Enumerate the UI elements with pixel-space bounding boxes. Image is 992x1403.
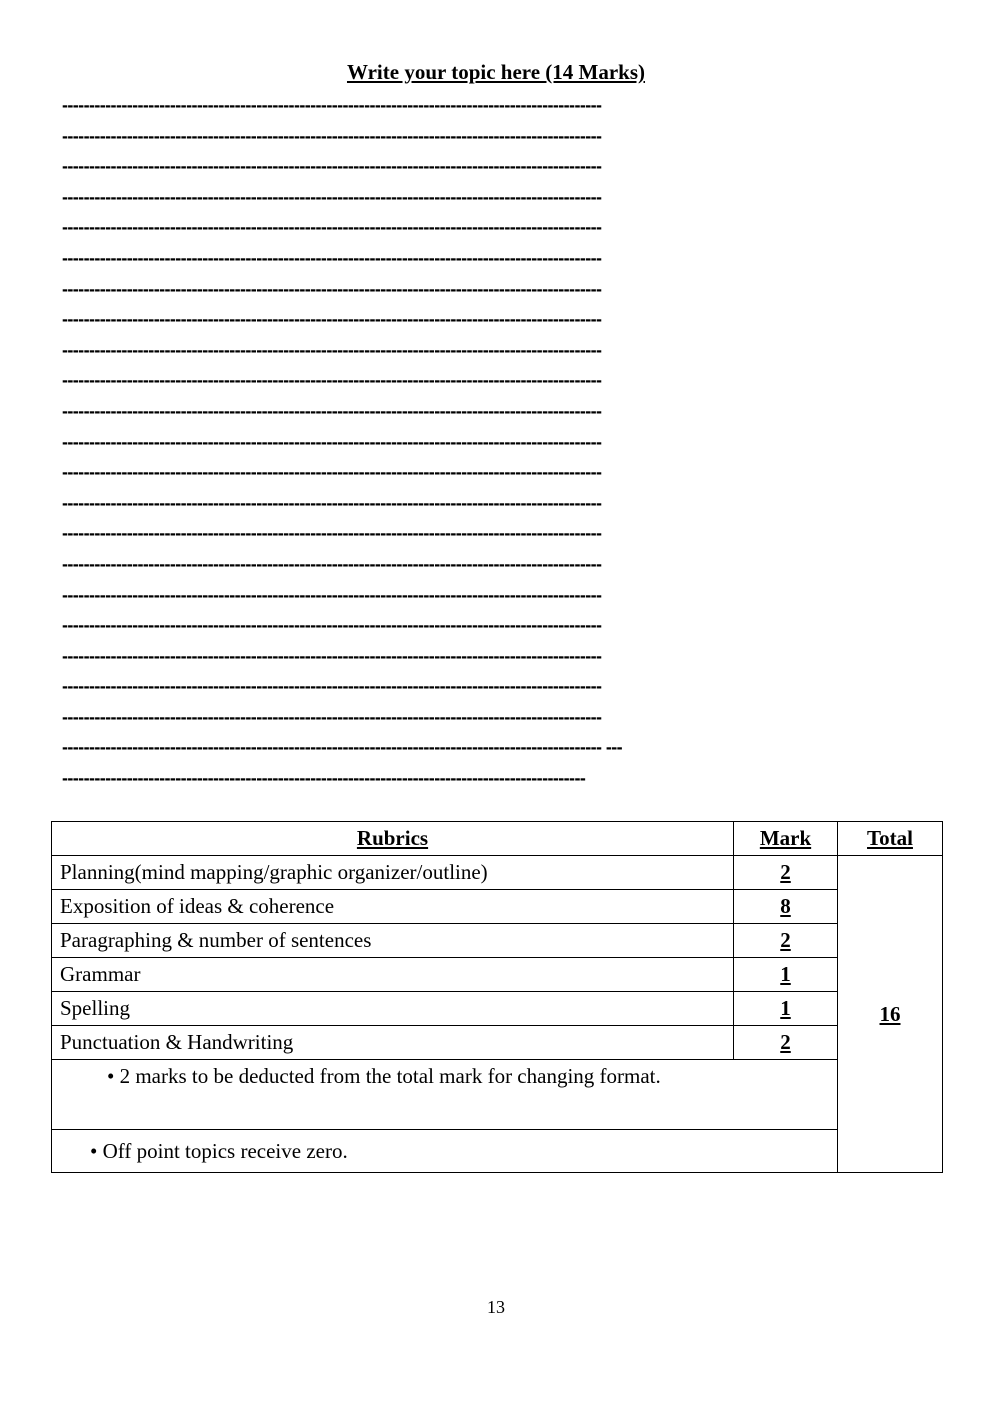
note-format-deduction: • 2 marks to be deducted from the total mark for changing format. xyxy=(52,1060,838,1130)
total-header: Total xyxy=(838,822,943,856)
writing-line: ---------------------------------------------------------------------------------------------------- xyxy=(62,706,602,727)
writing-line: ---------------------------------------------------------------------------------------------------- xyxy=(62,247,602,268)
writing-line: ---------------------------------------------------------------------------------------------------- xyxy=(62,523,602,544)
mark-header: Mark xyxy=(734,822,838,856)
rubric-cell: Spelling xyxy=(52,992,734,1026)
rubric-cell: Exposition of ideas & coherence xyxy=(52,890,734,924)
writing-line: ---------------------------------------------------------------------------------------------------- xyxy=(62,95,602,115)
table-row xyxy=(52,856,943,890)
rubrics-header: Rubrics xyxy=(52,822,734,856)
writing-line: ---------------------------------------------------------------------------------------------------- xyxy=(62,125,602,146)
mark-cell: 2 xyxy=(734,1026,838,1060)
writing-line: ---------------------------------------------------------------------------------------------------- xyxy=(62,339,602,360)
rubric-cell: Grammar xyxy=(52,958,734,992)
total-cell: 16 xyxy=(838,856,943,1173)
mark-cell: 8 xyxy=(734,890,838,924)
table-row xyxy=(52,924,943,958)
page-number: 13 xyxy=(487,1297,505,1317)
table-row xyxy=(52,992,943,1026)
writing-line: ---------------------------------------------------------------------------------------------------- xyxy=(62,186,602,207)
writing-line: ---------------------------------------------------------------------------------------------------- xyxy=(62,553,602,574)
writing-line: ---------------------------------------------------------------------------------------------------- xyxy=(62,645,602,666)
mark-cell: 2 xyxy=(734,924,838,958)
mark-cell: 1 xyxy=(734,992,838,1026)
note-off-point: • Off point topics receive zero. xyxy=(52,1130,838,1173)
writing-lines xyxy=(62,90,622,794)
writing-line: ---------------------------------------------------------------------------------------------------- xyxy=(62,615,602,636)
table-row xyxy=(52,890,943,924)
writing-line: ---------------------------------------------------------------------------------------------------- xyxy=(62,370,602,391)
rubric-cell: Paragraphing & number of sentences xyxy=(52,924,734,958)
mark-cell: 1 xyxy=(734,958,838,992)
writing-line: ---------------------------------------------------------------------------------------------------- xyxy=(62,676,602,697)
writing-line: ---------------------------------------------------------------------------------------------------- xyxy=(62,217,602,238)
page-title: Write your topic here (14 Marks) xyxy=(346,60,646,84)
table-row xyxy=(52,958,943,992)
writing-line: ------------------------------------------------------------------------------------------------- xyxy=(62,768,586,789)
writing-line: ---------------------------------------------------------------------------------------------------- xyxy=(62,309,602,330)
writing-line: ---------------------------------------------------------------------------------------------------- xyxy=(62,400,602,421)
table-note-row xyxy=(52,1130,943,1173)
writing-line: ---------------------------------------------------------------------------------------------------- --- xyxy=(62,737,622,758)
table-row xyxy=(52,1026,943,1060)
writing-line: ---------------------------------------------------------------------------------------------------- xyxy=(62,278,602,299)
writing-line: ---------------------------------------------------------------------------------------------------- xyxy=(62,462,602,483)
writing-line: ---------------------------------------------------------------------------------------------------- xyxy=(62,156,602,177)
rubric-cell: Punctuation & Handwriting xyxy=(52,1026,734,1060)
writing-line: ---------------------------------------------------------------------------------------------------- xyxy=(62,492,602,513)
rubrics-table xyxy=(51,821,943,1173)
rubric-cell: Planning(mind mapping/graphic organizer/outline) xyxy=(52,856,734,890)
mark-cell: 2 xyxy=(734,856,838,890)
table-header-row xyxy=(52,822,943,856)
table-note-row xyxy=(52,1060,943,1130)
writing-line: ---------------------------------------------------------------------------------------------------- xyxy=(62,431,602,452)
writing-line: ---------------------------------------------------------------------------------------------------- xyxy=(62,584,602,605)
